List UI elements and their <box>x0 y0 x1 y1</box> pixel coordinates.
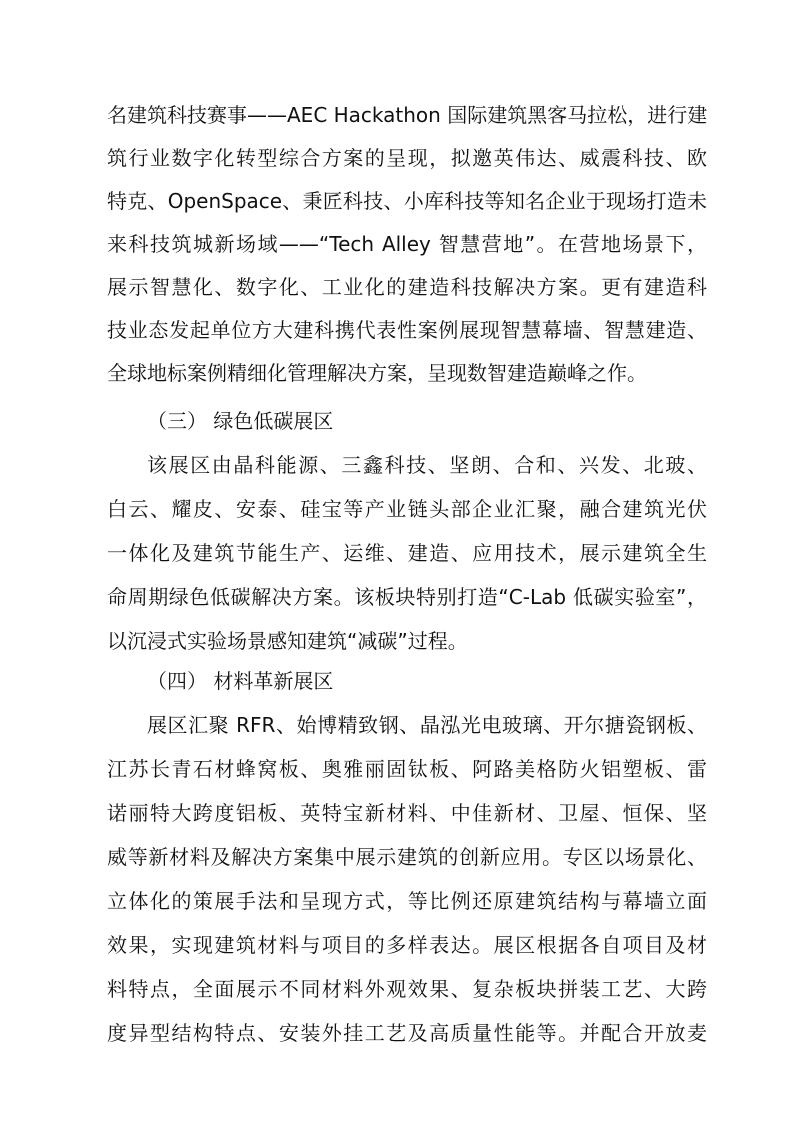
paragraph-line: 一体化及建筑节能生产、运维、建造、应用技术，展示建筑全生 <box>107 541 707 565</box>
paragraph-line: 料特点，全面展示不同材料外观效果、复杂板块拼装工艺、大跨 <box>107 977 707 1001</box>
paragraph-line: 展示智慧化、数字化、工业化的建造科技解决方案。更有建造科 <box>107 275 707 299</box>
paragraph-line: 诺丽特大跨度铝板、英特宝新材料、中佳新材、卫屋、恒保、坚 <box>107 801 707 825</box>
paragraph-line: 该展区由晶科能源、三鑫科技、坚朗、合和、兴发、北玻、 <box>147 453 707 477</box>
paragraph-line: 命周期绿色低碳解决方案。该板块特别打造“C-Lab 低碳实验室”， <box>107 585 707 609</box>
paragraph-line: 立体化的策展手法和呈现方式，等比例还原建筑结构与幕墙立面 <box>107 889 707 913</box>
paragraph-line: 威等新材料及解决方案集中展示建筑的创新应用。专区以场景化、 <box>107 845 707 869</box>
paragraph-line: 来科技筑城新场域——“Tech Alley 智慧营地”。在营地场景下， <box>107 232 707 256</box>
paragraph-line: 技业态发起单位方大建科携代表性案例展现智慧幕墙、智慧建造、 <box>107 318 707 342</box>
paragraph-line: 以沉浸式实验场景感知建筑“减碳”过程。 <box>107 629 468 653</box>
paragraph-line: 白云、耀皮、安泰、硅宝等产业链头部企业汇聚，融合建筑光伏 <box>107 497 707 521</box>
paragraph-line: 名建筑科技赛事——AEC Hackathon 国际建筑黑客马拉松，进行建 <box>107 103 708 127</box>
section-heading: （四） 材料革新展区 <box>147 669 334 693</box>
paragraph-line: 筑行业数字化转型综合方案的呈现，拟邀英伟达、威震科技、欧 <box>107 146 707 170</box>
paragraph-line: 效果，实现建筑材料与项目的多样表达。展区根据各自项目及材 <box>107 933 707 957</box>
paragraph-line: 度异型结构特点、安装外挂工艺及高质量性能等。并配合开放麦 <box>107 1021 707 1045</box>
paragraph-line: 全球地标案例精细化管理解决方案，呈现数智建造巅峰之作。 <box>107 361 647 385</box>
section-heading: （三） 绿色低碳展区 <box>147 409 334 433</box>
paragraph-line: 江苏长青石材蜂窝板、奥雅丽固钛板、阿路美格防火铝塑板、雷 <box>107 757 707 781</box>
paragraph-line: 展区汇聚 RFR、始博精致钢、晶泓光电玻璃、开尔搪瓷钢板、 <box>147 713 707 737</box>
paragraph-line: 特克、OpenSpace、秉匠科技、小库科技等知名企业于现场打造未 <box>107 189 707 213</box>
